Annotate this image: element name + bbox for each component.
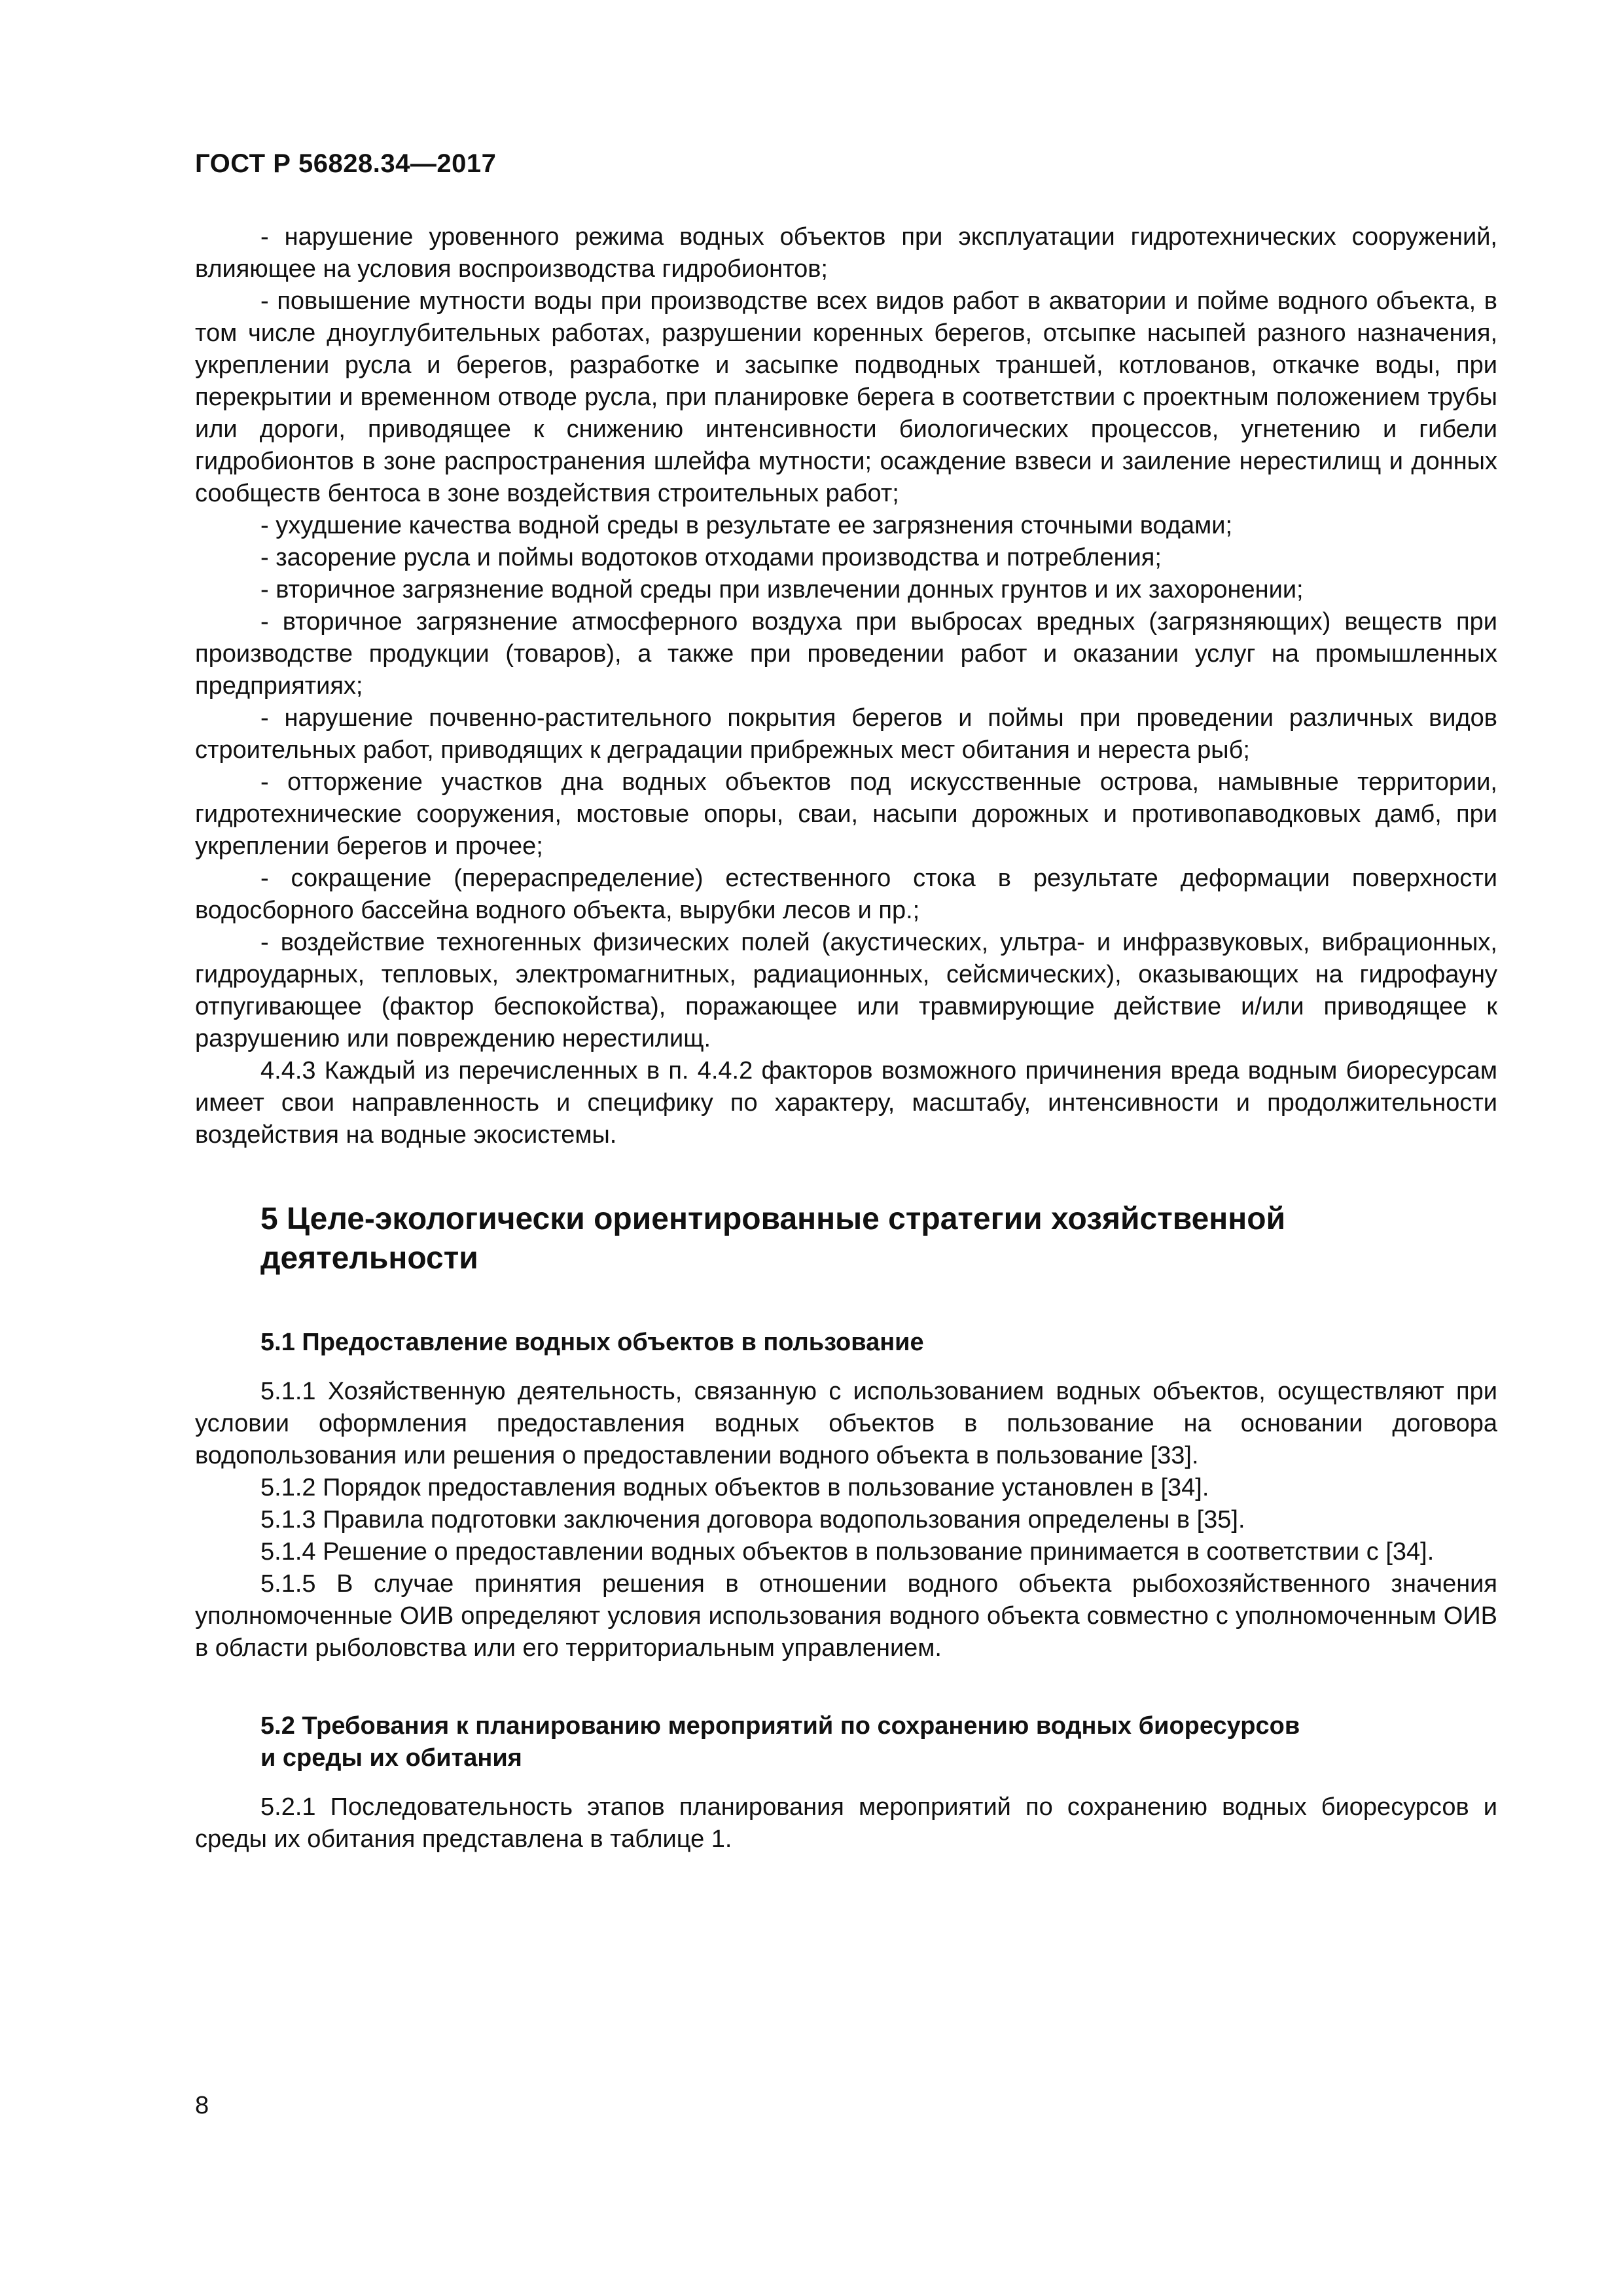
list-item-secondary-water-pollution: - вторичное загрязнение водной среды при извлечении донных грунтов и их захоронении; (260, 576, 1304, 603)
section-5-heading-line2: деятельности (260, 1241, 478, 1276)
subsection-5-2-heading-line1: 5.2 Требования к планированию мероприятий по сохранению водных биоресурсов (260, 1712, 1300, 1740)
list-item-channel-littering: - засорение русла и поймы водотоков отходами производства и потребления; (260, 544, 1162, 571)
paragraph-4-4-3: 4.4.3 Каждый из перечисленных в п. 4.4.2 факторов возможного причинения вреда водным биоресурсам имеет свои направленность и специфику по характеру, масштабу, интенсивности и продолжительности воздействия на водные экосистемы. (195, 1057, 1497, 1149)
document-code-header: ГОСТ Р 56828.34—2017 (195, 149, 497, 178)
list-item-soil-cover-disturbance: - нарушение почвенно-растительного покрытия берегов и поймы при проведении различных видов строительных работ, приводящих к деградации прибрежных мест обитания и нереста рыб; (195, 704, 1497, 764)
subsection-5-1-heading: 5.1 Предоставление водных объектов в пользование (260, 1329, 924, 1356)
page-number: 8 (195, 2092, 209, 2119)
list-item-bottom-area-alienation: - отторжение участков дна водных объектов под искусственные острова, намывные территории, гидротехнические сооружения, мостовые опоры, сваи, насыпи дорожных и противопаводковых дамб, при укреплении берегов и прочее; (195, 768, 1497, 860)
subsection-5-2-heading (195, 1710, 1497, 1774)
paragraph-5-2-1: 5.2.1 Последовательность этапов планирования мероприятий по сохранению водных биоресурсов и среды их обитания представлена в таблице 1. (195, 1793, 1497, 1853)
paragraph-5-1-4: 5.1.4 Решение о предоставлении водных объектов в пользование принимается в соответствии с [34]. (260, 1538, 1435, 1566)
list-item-physical-fields-impact: - воздействие техногенных физических полей (акустических, ультра- и инфразвуковых, вибрационных, гидроударных, тепловых, электромагнитных, радиационных, сейсмических), оказывающих на гидрофауну отпугивающее (фактор беспокойства), поражающее или травмирующие действие и/или приводящее к разрушению или повреждению нерестилищ. (195, 929, 1497, 1052)
paragraph-5-1-1: 5.1.1 Хозяйственную деятельность, связанную с использованием водных объектов, осуществляют при условии оформления предоставления водных объектов в пользование на основании договора водопользования или решения о предоставлении водного объекта в пользование [33]. (195, 1378, 1497, 1469)
list-item-runoff-reduction: - сокращение (перераспределение) естественного стока в результате деформации поверхности водосборного бассейна водного объекта, вырубки лесов и пр.; (195, 865, 1497, 924)
list-item-water-turbidity: - повышение мутности воды при производстве всех видов работ в акватории и пойме водного объекта, в том числе дноуглубительных работах, разрушении коренных берегов, отсыпке насыпей разного назначения, укреплении русла и берегов, разработке и засыпке подводных траншей, котлованов, откачке воды, при перекрытии и временном отводе русла, при планировке берега в соответствии с проектным положением трубы или дороги, приводящее к снижению интенсивности биологических процессов, угнетению и гибели гидробионтов в зоне распространения шлейфа мутности; осаждение взвеси и заиление нерестилищ и донных сообществ бентоса в зоне воздействия строительных работ; (195, 287, 1497, 507)
subsection-5-2-heading-line2: и среды их обитания (260, 1744, 522, 1772)
section-5-heading-line1: 5 Целе-экологически ориентированные стратегии хозяйственной (260, 1202, 1286, 1236)
list-item-wastewater-pollution: - ухудшение качества водной среды в результате ее загрязнения сточными водами; (260, 512, 1233, 539)
page-content (195, 221, 1497, 1856)
paragraph-5-1-3: 5.1.3 Правила подготовки заключения договора водопользования определены в [35]. (260, 1506, 1245, 1534)
list-item-water-level-regime: - нарушение уровенного режима водных объектов при эксплуатации гидротехнических сооружений, влияющее на условия воспроизводства гидробионтов; (195, 223, 1497, 283)
list-item-secondary-air-pollution: - вторичное загрязнение атмосферного воздуха при выбросах вредных (загрязняющих) веществ при производстве продукции (товаров), а также при проведении работ и оказании услуг на промышленных предприятиях; (195, 608, 1497, 700)
paragraph-5-1-5: 5.1.5 В случае принятия решения в отношении водного объекта рыбохозяйственного значения уполномоченные ОИВ определяют условия использования водного объекта совместно с уполномоченным ОИВ в области рыболовства или его территориальным управлением. (195, 1570, 1497, 1662)
paragraph-5-1-2: 5.1.2 Порядок предоставления водных объектов в пользование установлен в [34]. (260, 1474, 1209, 1501)
section-5-heading (195, 1200, 1497, 1278)
